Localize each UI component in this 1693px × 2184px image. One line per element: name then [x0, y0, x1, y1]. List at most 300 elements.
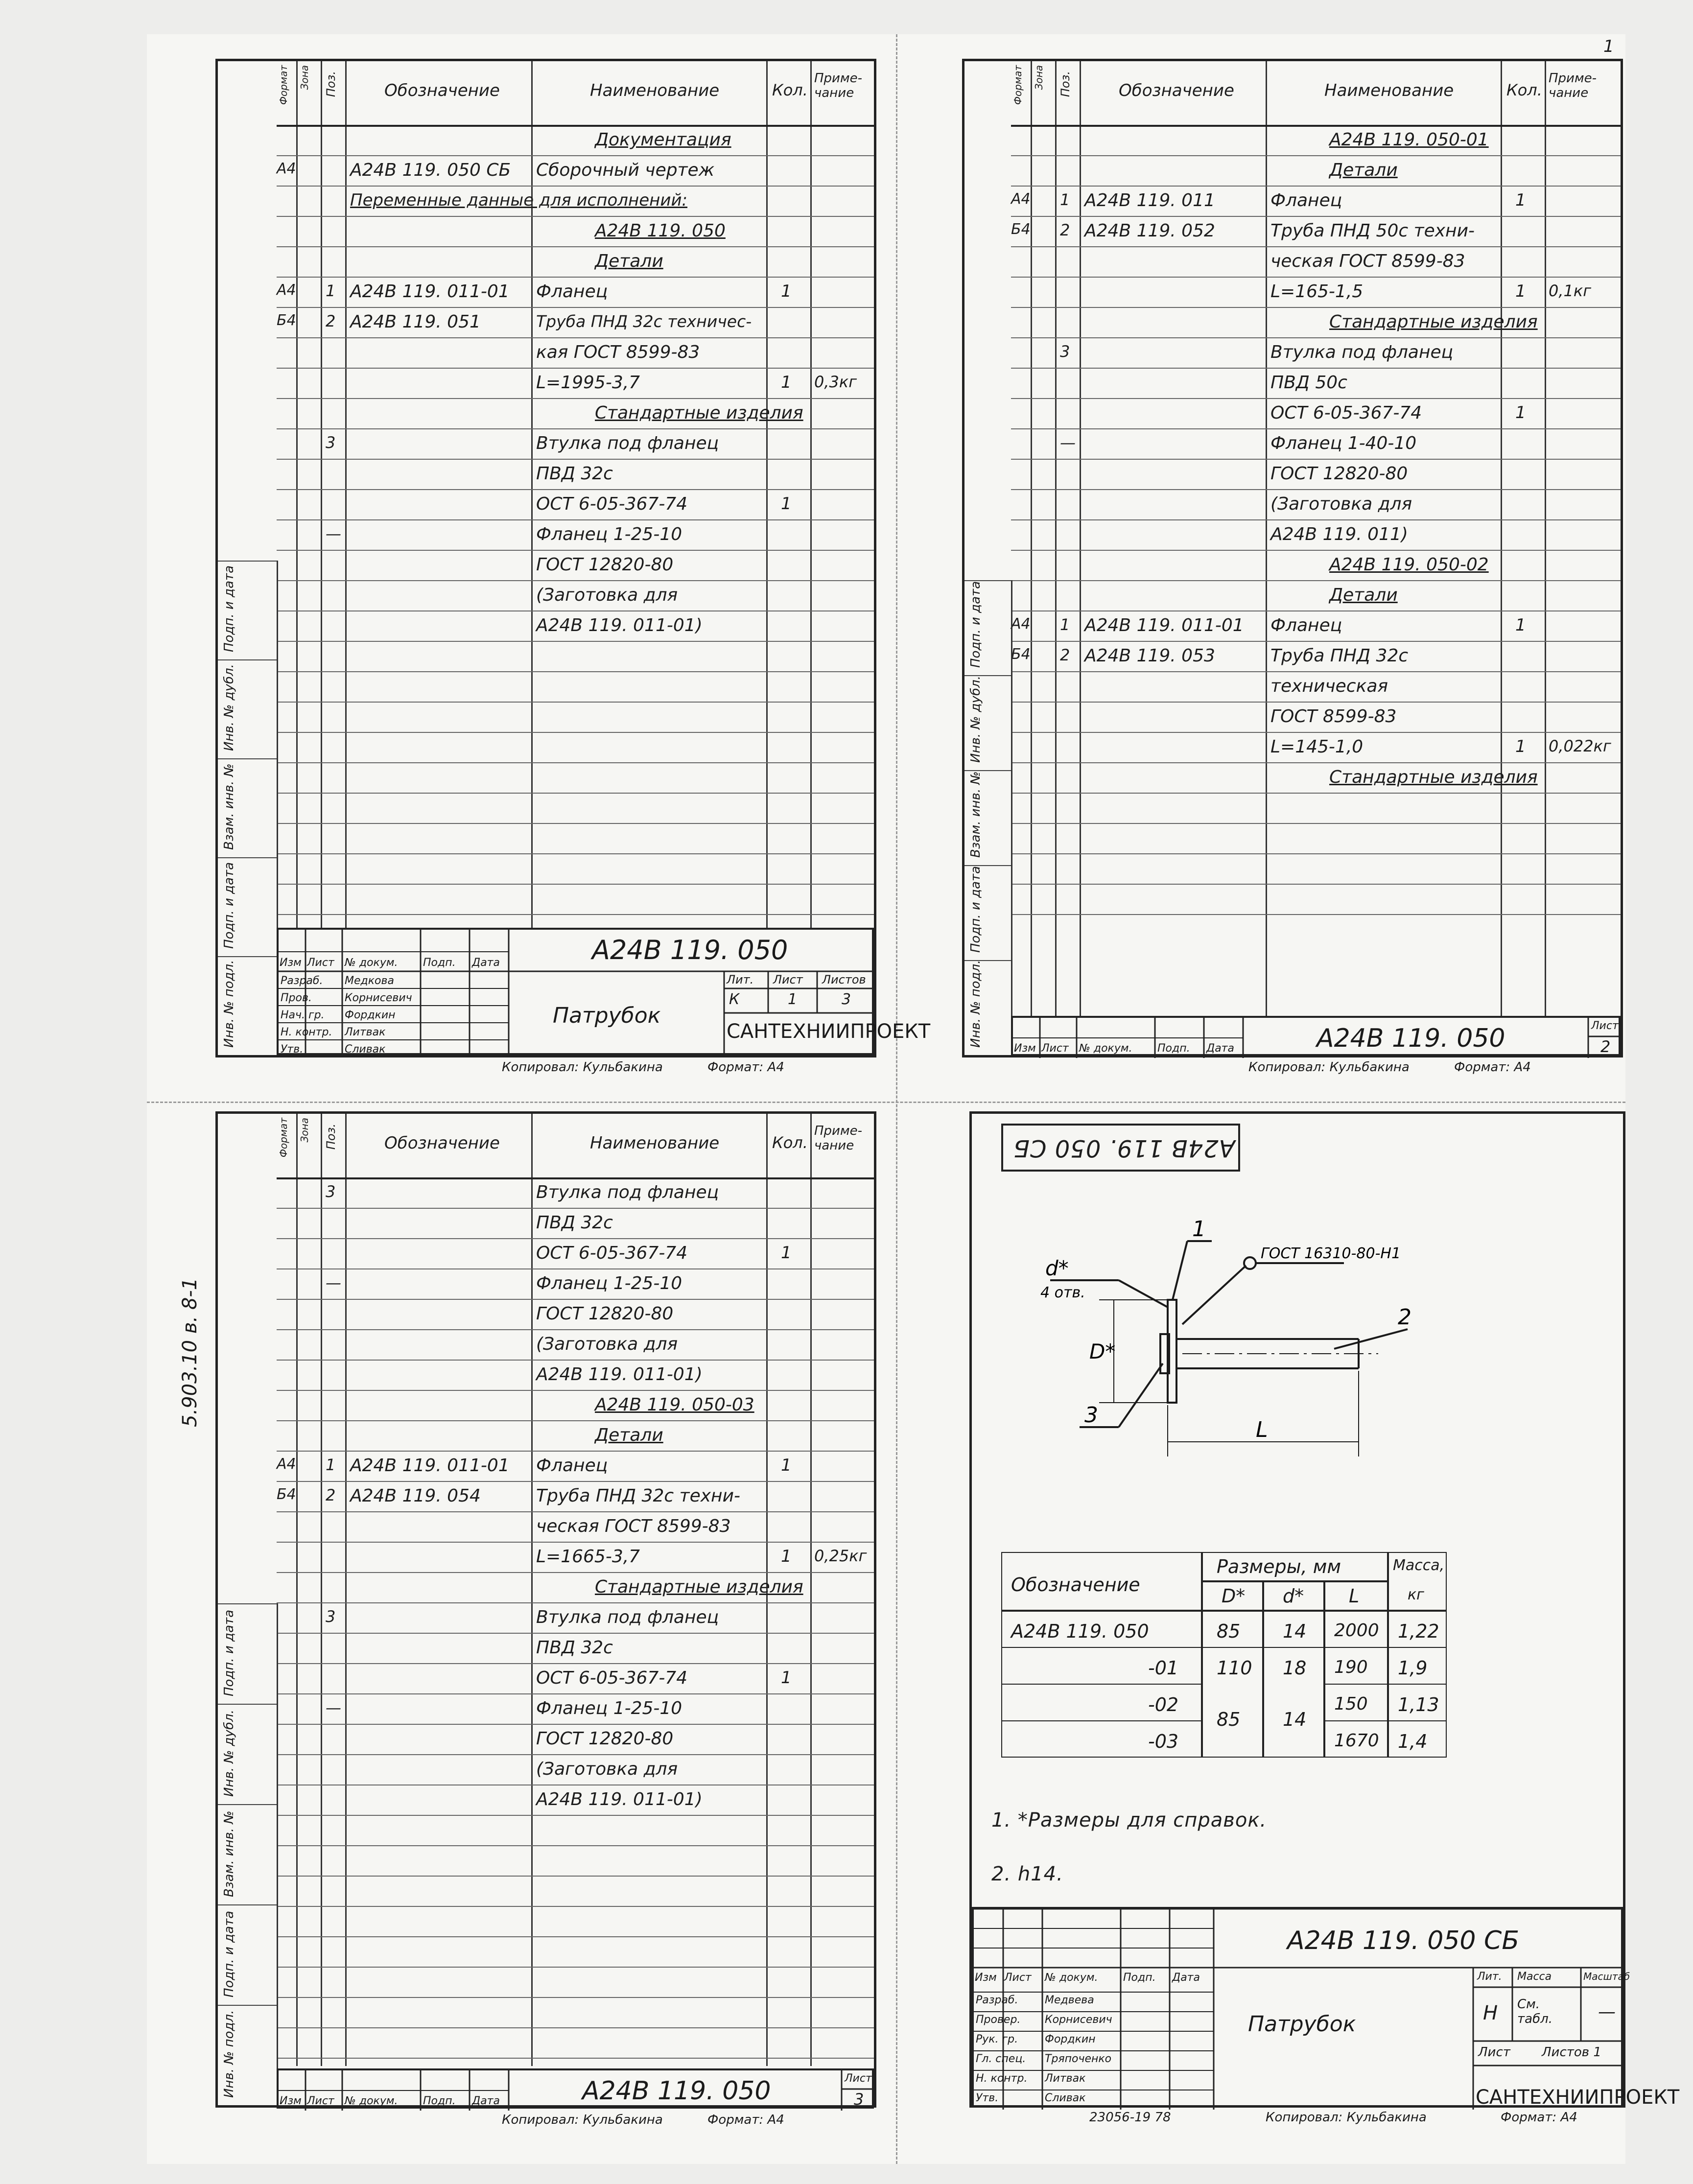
row-line [277, 2058, 874, 2059]
row-line [277, 1360, 874, 1361]
row-name: Стандартные изделия [1329, 767, 1538, 787]
row-name: Втулка под фланец [1270, 342, 1454, 362]
col-format-header: Формат [1012, 65, 1024, 105]
col-line [296, 61, 298, 928]
row-name: Труба ПНД 32с техни- [536, 1486, 740, 1506]
col-line [1055, 61, 1057, 1016]
side-label: Подп. и дата [222, 862, 236, 949]
row-name: А24В 119. 050-03 [595, 1395, 754, 1415]
row-line [277, 793, 874, 794]
tb1-name: Литвак [345, 1026, 386, 1038]
row-name: Труба ПНД 50с техни- [1270, 221, 1475, 241]
side-label: Взам. инв. № [222, 763, 236, 850]
row-note: 0,022кг [1549, 737, 1611, 755]
size-row-designation: -02 [1148, 1694, 1179, 1715]
size-row-d: 14 [1283, 1709, 1307, 1730]
row-format: Б4 [277, 1486, 296, 1503]
tb1-role: Утв. [281, 1043, 304, 1056]
size-row-mass: 1,9 [1398, 1657, 1428, 1679]
pos-2-label: 2 [1398, 1305, 1411, 1330]
row-line [1011, 307, 1621, 308]
side-label: Взам. инв. № [968, 771, 983, 858]
tb1-role: Пров. [281, 992, 312, 1004]
row-line [1011, 793, 1621, 794]
spec-sheet-1 [215, 59, 931, 1075]
side-reference: 5.903.10 в. 8-1 [179, 1277, 201, 1427]
row-line [277, 1967, 874, 1968]
col-line [296, 1114, 298, 2066]
col-zone-header: Зона [1033, 65, 1045, 90]
row-line [277, 914, 874, 915]
row-format: А4 [277, 1456, 296, 1473]
row-quantity: 1 [1515, 403, 1526, 423]
weld-label: ГОСТ 16310-80-Н1 [1261, 1245, 1401, 1262]
row-line [277, 1936, 874, 1937]
row-name: (Заготовка для [536, 585, 678, 605]
col-pos-header: Поз. [1058, 71, 1072, 97]
row-position: 3 [326, 1182, 336, 1201]
tb1-change-header: Лист [307, 957, 334, 969]
fold-line-horizontal [147, 1102, 1625, 1103]
col-line [531, 1114, 533, 2066]
sheet3-copied: Копировал: Кульбакина [502, 2113, 663, 2127]
row-name: кая ГОСТ 8599-83 [536, 342, 700, 362]
row-line [277, 1481, 874, 1482]
row-line [277, 1451, 874, 1452]
sheet2-change-header: № докум. [1079, 1042, 1132, 1055]
row-quantity: 1 [1515, 282, 1526, 301]
side-divider [218, 1704, 277, 1705]
side-label: Инв. № дубл. [222, 664, 236, 751]
row-position: — [326, 524, 341, 543]
size-row-designation: -03 [1148, 1731, 1179, 1752]
col-designation-header: Обозначение [384, 81, 500, 100]
row-line [277, 1511, 874, 1512]
th-designation: Обозначение [1011, 1574, 1140, 1596]
row-line [1011, 368, 1621, 369]
row-name: Фланец 1-25-10 [536, 524, 682, 544]
row-name: ОСТ 6-05-367-74 [1270, 403, 1422, 423]
col-qty-header: Кол. [772, 1133, 808, 1152]
row-name: Сборочный чертеж [536, 160, 715, 180]
size-row-D: 85 [1217, 1709, 1241, 1730]
row-designation: Переменные данные для исполнений: [350, 190, 688, 210]
row-quantity: 1 [1515, 737, 1526, 756]
row-line [277, 641, 874, 642]
tb4-name: Корнисевич [1045, 2014, 1112, 2026]
format-4: Формат: А4 [1501, 2110, 1577, 2125]
row-name: Документация [595, 130, 731, 150]
title-block-sheet3 [277, 2068, 874, 2109]
row-position: 3 [1060, 342, 1070, 361]
row-position: 2 [326, 312, 336, 330]
row-designation: А24В 119. 054 [350, 1486, 481, 1506]
row-designation: А24В 119. 053 [1084, 646, 1215, 666]
row-designation: А24В 119. 052 [1084, 221, 1215, 241]
row-quantity: 1 [781, 1243, 792, 1263]
sheet2-change-header: Дата [1206, 1042, 1234, 1055]
row-name: ПВД 50с [1270, 373, 1347, 393]
tb1-name: Сливак [345, 1043, 386, 1056]
col-zone-header: Зона [299, 65, 310, 90]
tb4-mass-label: Масса [1517, 1971, 1552, 1983]
row-format: Б4 [1011, 221, 1031, 238]
tb4-name: Сливак [1045, 2092, 1086, 2104]
sizes-table [1001, 1552, 1447, 1758]
holes-label: 4 отв. [1040, 1284, 1085, 1301]
col-line [1266, 61, 1267, 1016]
col-line [345, 61, 347, 928]
tb1-change-header: № докум. [345, 957, 398, 969]
size-row-designation: А24В 119. 050 [1011, 1620, 1149, 1642]
tb4-change-header: Подп. [1123, 1972, 1156, 1984]
tb4-change-header: Изм [975, 1972, 997, 1984]
row-designation: А24В 119. 051 [350, 312, 481, 332]
row-name: Детали [595, 251, 663, 271]
col-qty-header: Кол. [772, 81, 808, 99]
row-position: 1 [326, 282, 336, 300]
pos-1-label: 1 [1192, 1217, 1206, 1242]
row-line [277, 1572, 874, 1573]
sheet3-sheet-label: Лист [845, 2072, 872, 2085]
row-name: Труба ПНД 32с техничес- [536, 312, 752, 331]
row-line [277, 1906, 874, 1907]
col-qty-header: Кол. [1506, 81, 1542, 99]
row-name: ОСТ 6-05-367-74 [536, 1243, 688, 1263]
col-name-header: Наименование [1324, 81, 1454, 100]
size-row-D: 85 [1217, 1620, 1241, 1642]
size-row-mass: 1,4 [1398, 1731, 1428, 1752]
sheet3-format: Формат: А4 [707, 2113, 784, 2127]
tb1-name: Медкова [345, 975, 394, 987]
row-line [1011, 216, 1621, 217]
row-line [277, 428, 874, 429]
col-line [810, 1114, 812, 2066]
row-name: Фланец [536, 1456, 608, 1476]
row-position: 3 [326, 433, 336, 452]
row-name: Детали [1329, 160, 1398, 180]
size-row-L: 1670 [1334, 1731, 1379, 1751]
tb1-org: САНТЕХНИИПРОЕКТ [727, 1020, 931, 1043]
tb4-scale-label: Масштаб [1583, 1971, 1630, 1982]
row-name: А24В 119. 011) [1270, 524, 1408, 544]
row-line [277, 277, 874, 278]
row-note: 0,25кг [814, 1547, 867, 1565]
patrubok-drawing [972, 1182, 1461, 1456]
row-line [277, 1390, 874, 1391]
col-line [1080, 61, 1081, 1016]
tb4-org: САНТЕХНИИПРОЕКТ [1476, 2086, 1680, 2109]
tb4-change-header: Лист [1004, 1972, 1032, 1984]
row-name: А24В 119. 050-01 [1329, 130, 1489, 150]
row-line [1011, 762, 1621, 763]
row-line [277, 489, 874, 490]
row-line [1011, 702, 1621, 703]
size-row-D: 110 [1217, 1657, 1252, 1679]
row-name: ГОСТ 12820-80 [536, 1729, 674, 1749]
row-name: (Заготовка для [536, 1759, 678, 1779]
row-name: Фланец 1-40-10 [1270, 433, 1417, 453]
col-line [766, 61, 768, 928]
row-position: — [326, 1698, 341, 1717]
col-note-header: Приме-чание [814, 71, 862, 100]
row-name: (Заготовка для [1270, 494, 1412, 514]
tb4-role: Н. контр. [976, 2072, 1028, 2085]
header-line [277, 125, 874, 127]
row-line [1011, 519, 1621, 520]
row-name: L=1995-3,7 [536, 373, 640, 393]
row-line [1011, 914, 1621, 915]
col-name-header: Наименование [590, 81, 720, 100]
tb1-code: А24В 119. 050 [592, 935, 788, 965]
th-d: d* [1283, 1585, 1304, 1607]
row-quantity: 1 [1515, 615, 1526, 635]
tb4-mass: См. табл. [1517, 1997, 1552, 2026]
tb1-sheet-label: Лист [773, 973, 803, 986]
sheet3-change-header: Лист [307, 2095, 334, 2107]
size-row-mass: 1,13 [1398, 1694, 1439, 1715]
row-line [277, 1542, 874, 1543]
row-line [277, 2027, 874, 2028]
row-line [1011, 641, 1621, 642]
tb1-sheets-label: Листов [822, 973, 866, 986]
row-name: А24В 119. 050 [595, 221, 726, 241]
row-line [277, 762, 874, 763]
col-line [345, 1114, 347, 2066]
col-line [810, 61, 812, 928]
row-line [277, 1633, 874, 1634]
tb4-role: Рук. гр. [976, 2033, 1018, 2045]
row-designation: А24В 119. 011-01 [1084, 615, 1244, 635]
tb1-lit: К [729, 991, 740, 1008]
side-label: Взам. инв. № [222, 1810, 236, 1897]
row-line [277, 884, 874, 885]
sheet3-code: А24В 119. 050 [582, 2076, 771, 2106]
mirror-code: А24В 119. 050 СБ [1013, 1134, 1235, 1162]
row-line [1011, 398, 1621, 399]
row-name: А24В 119. 050-02 [1329, 555, 1489, 575]
row-line [277, 307, 874, 308]
size-row-mass: 1,22 [1398, 1620, 1439, 1642]
th-L: L [1349, 1585, 1360, 1607]
row-line [277, 1754, 874, 1755]
row-designation: А24В 119. 011-01 [350, 1456, 510, 1476]
col-pos-header: Поз. [324, 1124, 338, 1150]
row-line [1011, 277, 1621, 278]
row-line [1011, 428, 1621, 429]
side-divider [218, 1603, 277, 1604]
row-designation: А24В 119. 011-01 [350, 282, 510, 302]
row-line [277, 1997, 874, 1998]
tb1-change-header: Подп. [423, 957, 456, 969]
side-strip [964, 580, 1012, 1055]
col-note-header: Приме-чание [814, 1124, 862, 1153]
row-quantity: 1 [781, 1456, 792, 1475]
tb1-role: Разраб. [281, 975, 323, 987]
copied-4: Копировал: Кульбакина [1266, 2110, 1427, 2125]
row-name: ПВД 32с [536, 1638, 613, 1658]
tb4-role: Гл. спец. [976, 2053, 1026, 2065]
col-zone-header: Зона [299, 1118, 310, 1143]
row-name: Втулка под фланец [536, 1607, 719, 1627]
row-line [277, 671, 874, 672]
row-line [1011, 155, 1621, 156]
row-line [277, 459, 874, 460]
row-line [277, 732, 874, 733]
col-format-header: Формат [278, 65, 289, 105]
D-label: D* [1089, 1339, 1116, 1363]
tb4-lit-label: Лит. [1477, 1971, 1502, 1983]
row-line [1011, 459, 1621, 460]
spec-sheet-3 [179, 1111, 876, 2127]
row-name: А24В 119. 011-01) [536, 1789, 703, 1809]
row-note: 0,3кг [814, 373, 857, 391]
row-name: А24В 119. 011-01) [536, 1364, 703, 1385]
sheet2-copied: Копировал: Кульбакина [1248, 1060, 1410, 1075]
col-line [321, 61, 322, 928]
sheet2-format: Формат: А4 [1454, 1060, 1531, 1075]
sheet3-change-header: Изм [280, 2095, 302, 2107]
tb4-lit: Н [1483, 2002, 1498, 2024]
size-row-L: 2000 [1334, 1620, 1379, 1641]
row-line [277, 550, 874, 551]
tb4-code: А24В 119. 050 СБ [1287, 1926, 1520, 1955]
spec-sheet-2 [962, 37, 1623, 1075]
spec-table-sheet1 [277, 61, 874, 1055]
row-line [277, 1238, 874, 1239]
row-name: L=1665-3,7 [536, 1547, 640, 1567]
col-line [1501, 61, 1502, 1016]
side-strip [218, 1603, 278, 2105]
row-position: 2 [1060, 221, 1070, 239]
row-quantity: 1 [781, 373, 792, 392]
row-line [1011, 246, 1621, 247]
sheet2-code: А24В 119. 050 [1317, 1024, 1505, 1053]
copied-1: Копировал: Кульбакина [502, 1060, 663, 1075]
row-name: ОСТ 6-05-367-74 [536, 1668, 688, 1688]
side-label: Подп. и дата [968, 581, 983, 668]
row-name: (Заготовка для [536, 1334, 678, 1354]
tb1-lit-label: Лит. [727, 973, 754, 986]
row-name: Фланец [1270, 615, 1342, 635]
row-line [277, 580, 874, 581]
row-line [277, 519, 874, 520]
row-quantity: 1 [781, 1668, 792, 1688]
row-position: — [1060, 433, 1076, 452]
row-name: ГОСТ 12820-80 [536, 555, 674, 575]
col-note-header: Приме-чание [1549, 71, 1597, 100]
tb1-sheet: 1 [788, 991, 798, 1008]
header-line [277, 1177, 874, 1179]
row-position: — [326, 1273, 341, 1292]
row-line [277, 1268, 874, 1269]
row-line [277, 216, 874, 217]
bottom-number: 23056-19 78 [1089, 2110, 1171, 2125]
row-line [277, 155, 874, 156]
row-name: Стандартные изделия [595, 1577, 803, 1597]
th-mass-unit: кг [1408, 1586, 1424, 1603]
row-name: L=145-1,0 [1270, 737, 1364, 757]
row-name: ПВД 32с [536, 1213, 613, 1233]
row-position: 3 [326, 1607, 336, 1626]
row-designation: А24В 119. 011 [1084, 190, 1215, 211]
row-line [1011, 337, 1621, 338]
row-position: 2 [1060, 646, 1070, 664]
row-line [277, 186, 874, 187]
sheet3-change-header: Подп. [423, 2095, 456, 2107]
tb1-name: Фордкин [345, 1009, 396, 1021]
title-block-1 [277, 928, 931, 1056]
tb4-change-header: Дата [1172, 1972, 1200, 1984]
row-name: Фланец 1-25-10 [536, 1273, 682, 1293]
fold-line-vertical [896, 34, 897, 2164]
size-row-d: 18 [1283, 1657, 1307, 1679]
row-line [277, 398, 874, 399]
sheet2-change-header: Лист [1041, 1042, 1069, 1055]
sheet3-sheet-num: 3 [854, 2090, 864, 2109]
row-line [1011, 884, 1621, 885]
tb4-sheet-label: Лист [1478, 2045, 1510, 2060]
tb1-name: Корнисевич [345, 992, 412, 1004]
header-line [1011, 125, 1621, 127]
row-line [277, 1420, 874, 1421]
side-label: Инв. № дубл. [222, 1710, 236, 1797]
row-line [1011, 186, 1621, 187]
row-format: Б4 [277, 312, 296, 329]
row-name: ПВД 32с [536, 464, 613, 484]
size-row-L: 190 [1334, 1657, 1368, 1677]
row-name: L=165-1,5 [1270, 282, 1364, 302]
row-name: Фланец 1-25-10 [536, 1698, 682, 1718]
row-line [277, 1724, 874, 1725]
row-line [277, 702, 874, 703]
side-label: Подп. и дата [968, 866, 983, 953]
sheet3-change-header: Дата [472, 2095, 500, 2107]
row-name: Втулка под фланец [536, 1182, 719, 1202]
sheet2-sheet-num: 2 [1600, 1037, 1611, 1056]
row-note: 0,1кг [1549, 282, 1592, 300]
sheet2-change-header: Изм [1014, 1042, 1036, 1055]
col-line [321, 1114, 322, 2066]
title-block-4 [972, 1907, 1680, 2109]
row-line [1011, 732, 1621, 733]
side-divider [218, 1904, 277, 1905]
row-name: Детали [595, 1425, 663, 1445]
row-name: Детали [1329, 585, 1398, 605]
side-divider [218, 659, 277, 660]
note-1: 1. *Размеры для справок. [991, 1809, 1267, 1832]
row-line [1011, 550, 1621, 551]
tb4-role: Провер. [976, 2014, 1021, 2026]
th-sizes: Размеры, мм [1217, 1556, 1341, 1577]
L-label: L [1256, 1417, 1268, 1442]
side-divider [218, 1804, 277, 1805]
row-name: ГОСТ 12820-80 [1270, 464, 1408, 484]
row-name: Фланец [1270, 190, 1342, 211]
tb1-role: Н. контр. [281, 1026, 332, 1038]
row-name: техническая [1270, 676, 1388, 696]
row-format: А4 [1011, 190, 1031, 208]
row-position: 2 [326, 1486, 336, 1504]
row-line [277, 823, 874, 824]
format-1: Формат: А4 [707, 1060, 784, 1075]
col-format-header: Формат [278, 1118, 289, 1158]
tb4-sheets-label: Листов 1 [1542, 2045, 1601, 2060]
row-name: Втулка под фланец [536, 433, 719, 453]
row-format: Б4 [1011, 646, 1031, 663]
col-pos-header: Поз. [324, 71, 338, 97]
pos-3-label: 3 [1084, 1403, 1098, 1428]
